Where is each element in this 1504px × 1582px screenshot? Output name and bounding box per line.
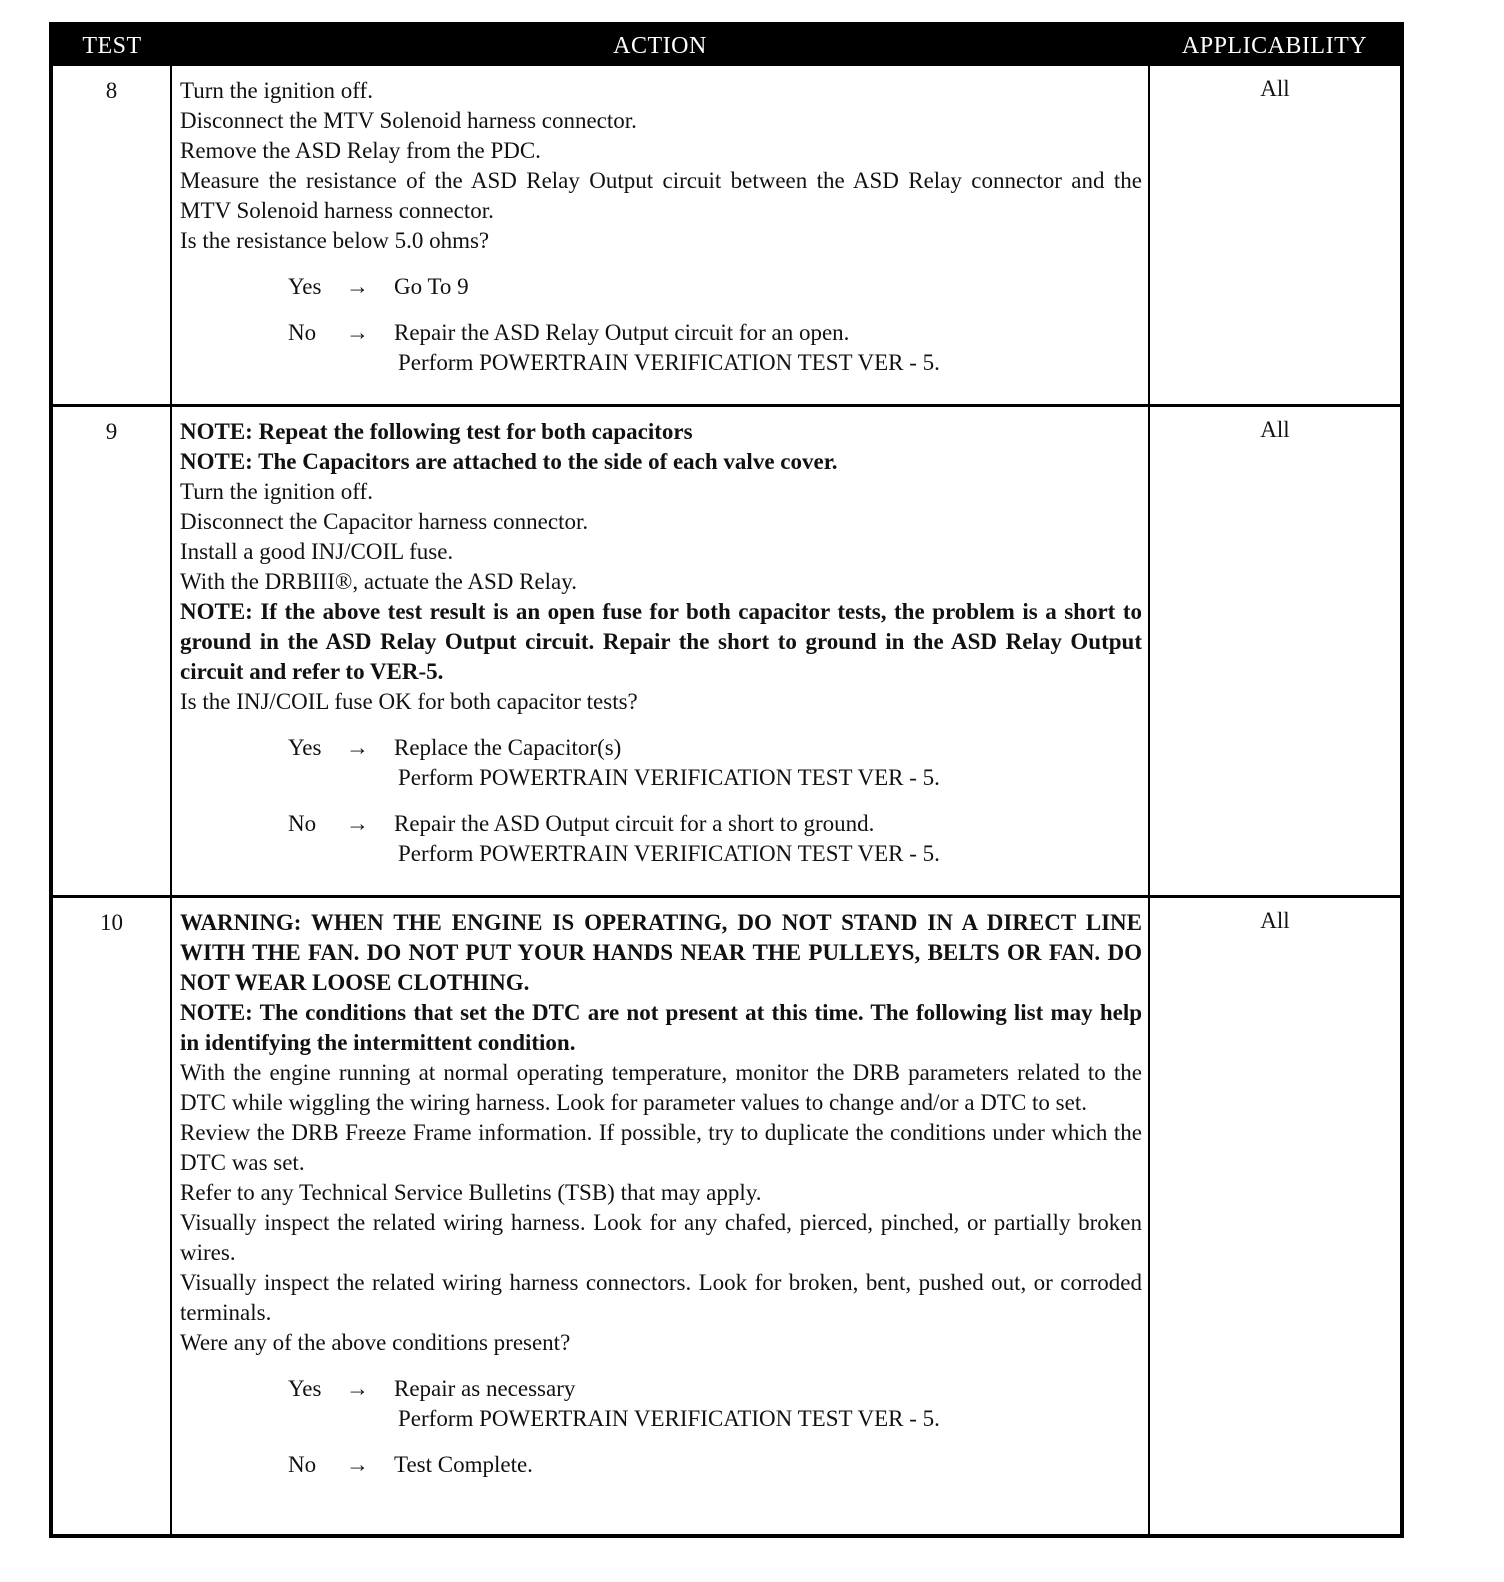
- note-text: NOTE: The conditions that set the DTC are not present at this time. The following list may help in identifying the intermittent condition.: [180, 1000, 1142, 1055]
- instruction-text: Is the resistance below 5.0 ohms?: [180, 228, 490, 253]
- instruction-text: Were any of the above conditions present?: [180, 1330, 571, 1355]
- instruction-text: Disconnect the MTV Solenoid harness connector.: [180, 108, 637, 133]
- result-action-text: Perform POWERTRAIN VERIFICATION TEST VER - 5.: [398, 350, 940, 375]
- result-answer: No: [288, 1452, 317, 1477]
- instruction-text: With the engine running at normal operating temperature, monitor the DRB parameters related to the DTC while wiggling the wiring harness. Look for parameter values to change and/or a DTC to set.: [180, 1060, 1142, 1115]
- header-applicability: APPLICABILITY: [1149, 24, 1402, 66]
- header-action: ACTION: [171, 24, 1149, 66]
- arrow-icon: →: [346, 735, 369, 760]
- instruction-text: Disconnect the Capacitor harness connector.: [180, 509, 589, 534]
- header-test: TEST: [51, 24, 171, 66]
- arrow-icon: →: [346, 811, 369, 836]
- result-no: [180, 318, 1142, 378]
- result-action-text: Test Complete.: [394, 1452, 533, 1477]
- instruction-text: With the DRBIII®, actuate the ASD Relay.: [180, 569, 578, 594]
- result-action-text: Perform POWERTRAIN VERIFICATION TEST VER - 5.: [398, 765, 940, 790]
- applicability-cell: All: [1149, 406, 1402, 897]
- result-answer: Yes: [288, 735, 322, 760]
- result-no: [180, 1450, 1142, 1480]
- arrow-icon: →: [346, 1452, 369, 1477]
- table-header-row: [51, 24, 1402, 66]
- table-row: [51, 406, 1402, 897]
- note-text: WARNING: WHEN THE ENGINE IS OPERATING, DO NOT STAND IN A DIRECT LINE WITH THE FAN. DO NOT PUT YOUR HANDS NEAR THE PULLEYS, BELTS OR FAN. DO NOT WEAR LOOSE CLOTHING.: [180, 910, 1142, 995]
- result-no: [180, 809, 1142, 869]
- table-body: [51, 66, 1402, 1536]
- result-answer: Yes: [288, 1376, 322, 1401]
- result-answer: No: [288, 811, 317, 836]
- result-yes: [180, 733, 1142, 793]
- instruction-text: Review the DRB Freeze Frame information. If possible, try to duplicate the conditions under which the DTC was set.: [180, 1120, 1142, 1175]
- instruction-text: Visually inspect the related wiring harness. Look for any chafed, pierced, pinched, or partially broken wires.: [180, 1210, 1142, 1265]
- arrow-icon: →: [346, 274, 369, 299]
- result-answer: No: [288, 320, 317, 345]
- instruction-text: Install a good INJ/COIL fuse.: [180, 539, 454, 564]
- applicability-cell: All: [1149, 66, 1402, 406]
- note-text: NOTE: Repeat the following test for both capacitors: [180, 419, 693, 444]
- instruction-text: Measure the resistance of the ASD Relay Output circuit between the ASD Relay connector and the MTV Solenoid harness connector.: [180, 168, 1142, 223]
- table-row: [51, 66, 1402, 406]
- result-answer: Yes: [288, 274, 322, 299]
- action-cell: [171, 897, 1149, 1537]
- instruction-text: Visually inspect the related wiring harness connectors. Look for broken, bent, pushed out, or corroded terminals.: [180, 1270, 1142, 1325]
- applicability-cell: All: [1149, 897, 1402, 1537]
- result-yes: [180, 1374, 1142, 1434]
- instruction-text: Turn the ignition off.: [180, 479, 373, 504]
- result-action-text: Repair as necessary: [394, 1376, 576, 1401]
- result-action-text: Repair the ASD Output circuit for a short to ground.: [394, 811, 875, 836]
- instruction-text: Turn the ignition off.: [180, 78, 373, 103]
- test-number: 10: [51, 897, 171, 1537]
- action-cell: [171, 66, 1149, 406]
- note-text: NOTE: The Capacitors are attached to the side of each valve cover.: [180, 449, 838, 474]
- instruction-text: Remove the ASD Relay from the PDC.: [180, 138, 541, 163]
- diagnostic-test-table: [49, 22, 1404, 1538]
- result-action-text: Repair the ASD Relay Output circuit for an open.: [394, 320, 850, 345]
- arrow-icon: →: [346, 320, 369, 345]
- arrow-icon: →: [346, 1376, 369, 1401]
- instruction-text: Is the INJ/COIL fuse OK for both capacitor tests?: [180, 689, 638, 714]
- diagnostic-table-page: [49, 22, 1400, 1538]
- note-text: NOTE: If the above test result is an open fuse for both capacitor tests, the problem is a short to ground in the ASD Relay Output circuit. Repair the short to ground in the ASD Relay Output circuit and refer to VER-5.: [180, 599, 1142, 684]
- result-action-text: Perform POWERTRAIN VERIFICATION TEST VER - 5.: [398, 841, 940, 866]
- instruction-text: Refer to any Technical Service Bulletins (TSB) that may apply.: [180, 1180, 762, 1205]
- result-yes: [180, 272, 1142, 302]
- action-cell: [171, 406, 1149, 897]
- result-action-text: Replace the Capacitor(s): [394, 735, 622, 760]
- table-row: [51, 897, 1402, 1537]
- result-action-text: Perform POWERTRAIN VERIFICATION TEST VER - 5.: [398, 1406, 940, 1431]
- test-number: 8: [51, 66, 171, 406]
- result-action-text: Go To 9: [394, 274, 469, 299]
- test-number: 9: [51, 406, 171, 897]
